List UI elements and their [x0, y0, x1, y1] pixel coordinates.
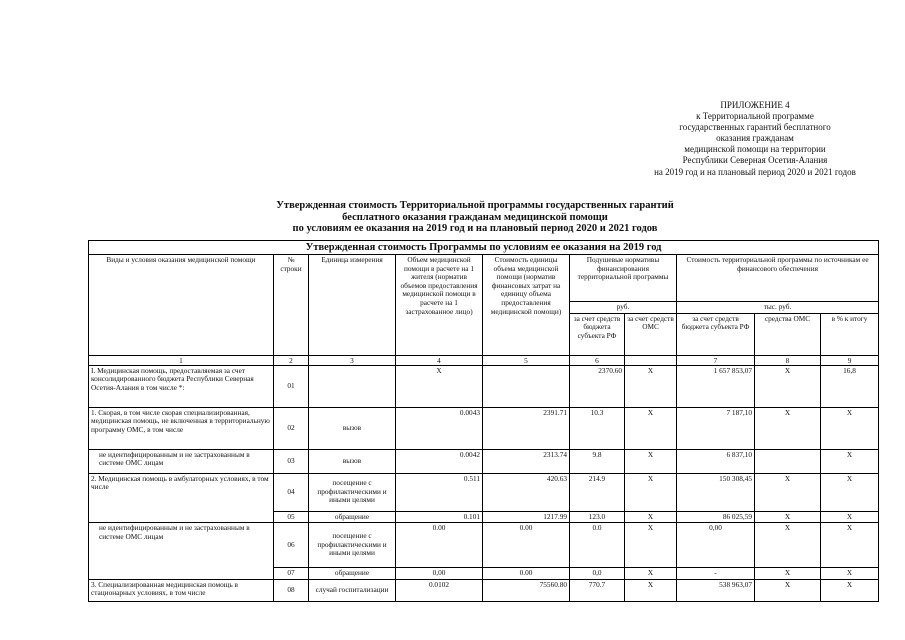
header-rub: руб. [570, 302, 677, 314]
document-title [255, 200, 695, 235]
row-oms-total: X [755, 579, 821, 601]
row-budget-total: 150 308,45 [677, 473, 755, 511]
row-volume: 0.511 [396, 473, 483, 511]
row-number: 03 [274, 449, 309, 473]
header-percent: в % к итогу [821, 313, 879, 355]
row-unit: случай госпитализации [309, 579, 396, 601]
row-oms-norm: X [625, 473, 677, 511]
row-name: 3. Специализированная медицинская помощь в стационарных условиях, в том числе [89, 579, 274, 601]
row-percent: X [821, 568, 879, 580]
row-budget-norm: 214.9 [570, 473, 625, 511]
row-percent: X [821, 579, 879, 601]
row-unit-cost: 1217.99 [483, 511, 570, 523]
row-oms-total: X [755, 407, 821, 449]
column-number: 2 [274, 355, 309, 365]
column-number: 8 [755, 355, 821, 365]
title-line: по условиям ее оказания на 2019 год и на плановый период 2020 и 2021 годов [292, 223, 658, 234]
row-unit: вызов [309, 449, 396, 473]
table-caption: Утвержденная стоимость Программы по условиям ее оказания на 2019 год [89, 241, 879, 255]
row-oms-norm: X [625, 407, 677, 449]
table-row [89, 407, 879, 449]
row-budget-total: 538 963,07 [677, 579, 755, 601]
row-name: не идентифицированным и не застрахованным в системе ОМС лицам [89, 523, 274, 580]
appendix-line: к Территориальной программе [696, 111, 814, 122]
row-budget-norm: 0.0 [570, 523, 625, 568]
row-volume: 0.101 [396, 511, 483, 523]
header-thousand-rub: тыс. руб. [677, 302, 879, 314]
row-percent: X [821, 511, 879, 523]
row-budget-total: 6 837,10 [677, 449, 755, 473]
column-number: 6 [570, 355, 625, 365]
column-number: 1 [89, 355, 274, 365]
row-number: 02 [274, 407, 309, 449]
appendix-line: Республики Северная Осетия-Алания [682, 155, 828, 166]
row-unit-cost: 0.00 [483, 523, 570, 568]
row-number: 07 [274, 568, 309, 580]
row-oms-total [755, 449, 821, 473]
table-row [89, 579, 879, 601]
header-oms-norm: за счет средств ОМС [625, 313, 677, 355]
row-volume: 0.0043 [396, 407, 483, 449]
cost-table [88, 240, 879, 602]
appendix-line: на 2019 год и на плановый период 2020 и 2021 годов [654, 166, 856, 177]
row-budget-total: 86 025,59 [677, 511, 755, 523]
row-budget-norm: 0,0 [570, 568, 625, 580]
row-oms-norm: X [625, 579, 677, 601]
row-oms-total: X [755, 511, 821, 523]
column-number: 9 [821, 355, 879, 365]
header-budget-total: за счет средств бюджета субъекта РФ [677, 313, 755, 355]
row-budget-norm: 770.7 [570, 579, 625, 601]
header-unit: Единица измерения [309, 255, 396, 356]
row-unit-cost: 420.63 [483, 473, 570, 511]
row-unit [309, 365, 396, 407]
row-volume: 0.0042 [396, 449, 483, 473]
title-line: Утвержденная стоимость Территориальной программы государственных гарантий [276, 200, 674, 211]
table-row [89, 449, 879, 473]
row-name: 2. Медицинская помощь в амбулаторных условиях, в том числе [89, 473, 274, 523]
row-budget-norm: 9.8 [570, 449, 625, 473]
row-number: 06 [274, 523, 309, 568]
header-budget-norm: за счет средств бюджета субъекта РФ [570, 313, 625, 355]
header-service-type: Виды и условия оказания медицинской помощи [89, 255, 274, 356]
header-normatives: Подушевые нормативы финансирования территориальной программы [570, 255, 677, 302]
row-budget-total: - [677, 568, 755, 580]
table-row [89, 473, 879, 511]
row-number: 08 [274, 579, 309, 601]
appendix-line: государственных гарантий бесплатного [679, 122, 831, 133]
appendix-heading [620, 100, 890, 178]
row-budget-total: 1 657 853,07 [677, 365, 755, 407]
row-oms-norm: X [625, 449, 677, 473]
row-budget-total: 7 187,10 [677, 407, 755, 449]
row-number: 05 [274, 511, 309, 523]
row-percent: X [821, 449, 879, 473]
row-oms-total: X [755, 568, 821, 580]
column-number: 4 [396, 355, 483, 365]
column-number: 5 [483, 355, 570, 365]
row-unit: посещение с профилактическими и иными целями [309, 523, 396, 568]
row-volume: X [396, 365, 483, 407]
row-unit-cost: 75560.80 [483, 579, 570, 601]
row-percent: X [821, 523, 879, 568]
row-budget-norm: 2370.60 [570, 365, 625, 407]
row-number: 04 [274, 473, 309, 511]
row-name: не идентифицированным и не застрахованным в системе ОМС лицам [89, 449, 274, 473]
row-oms-norm: X [625, 365, 677, 407]
header-line-number: № строки [274, 255, 309, 356]
row-name: 1. Скорая, в том числе скорая специализированная, медицинская помощь, не включенная в территориальную программу ОМС, в том числе [89, 407, 274, 449]
row-number: 01 [274, 365, 309, 407]
row-percent: X [821, 473, 879, 511]
row-budget-norm: 123.0 [570, 511, 625, 523]
header-volume: Объем медицинской помощи в расчете на 1 жителя (норматив объемов предоставления медицинской помощи в расчете на 1 застрахованное лицо) [396, 255, 483, 356]
row-oms-total: X [755, 365, 821, 407]
row-oms-norm: X [625, 511, 677, 523]
appendix-line: медицинской помощи на территории [684, 144, 826, 155]
table-row [89, 523, 879, 568]
row-name: I. Медицинская помощь, предоставляемая за счет консолидированного бюджета Республики Северная Осетия-Алания в том числе *: [89, 365, 274, 407]
header-program-cost: Стоимость территориальной программы по источникам ее финансового обеспечения [677, 255, 879, 302]
row-percent: 16,8 [821, 365, 879, 407]
header-unit-cost: Стоимость единицы объема медицинской помощи (норматив финансовых затрат на единицу объема предоставления медицинской помощи) [483, 255, 570, 356]
row-volume: 0.0102 [396, 579, 483, 601]
row-unit-cost: 2313.74 [483, 449, 570, 473]
column-number: 3 [309, 355, 396, 365]
row-volume: 0.00 [396, 523, 483, 568]
table-row [89, 365, 879, 407]
row-oms-norm: X [625, 523, 677, 568]
row-unit-cost: 2391.71 [483, 407, 570, 449]
row-percent: X [821, 407, 879, 449]
row-unit: посещение с профилактическими и иными целями [309, 473, 396, 511]
column-number: 7 [677, 355, 755, 365]
row-unit: обращение [309, 568, 396, 580]
row-budget-norm: 10.3 [570, 407, 625, 449]
row-oms-total: X [755, 473, 821, 511]
row-unit: обращение [309, 511, 396, 523]
appendix-line: ПРИЛОЖЕНИЕ 4 [720, 100, 790, 110]
row-unit-cost [483, 365, 570, 407]
row-oms-norm: X [625, 568, 677, 580]
row-unit: вызов [309, 407, 396, 449]
appendix-line: оказания гражданам [716, 133, 794, 144]
row-unit-cost: 0.00 [483, 568, 570, 580]
row-volume: 0,00 [396, 568, 483, 580]
title-line: бесплатного оказания гражданам медицинской помощи [342, 211, 608, 223]
row-oms-total: X [755, 523, 821, 568]
row-budget-total: 0,00 [677, 523, 755, 568]
header-oms-total: средства ОМС [755, 313, 821, 355]
